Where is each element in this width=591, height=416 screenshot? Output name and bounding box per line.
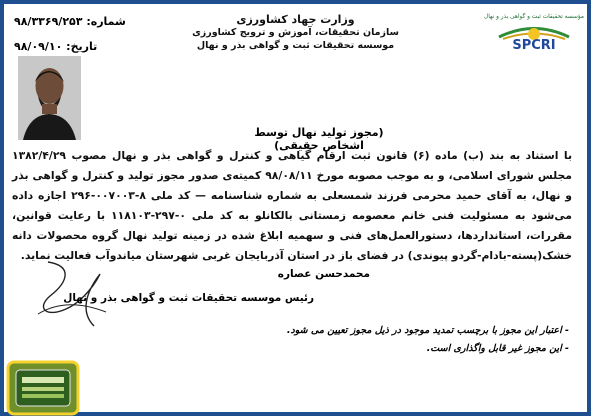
organization-name: سازمان تحقیقات، آموزش و ترویج کشاورزی [192, 27, 399, 38]
letterhead [4, 4, 587, 68]
document-title: (مجوز تولید نهال توسط اشخاص حقیقی) [254, 126, 384, 152]
signer-name: محمدحسن عصاره [277, 268, 370, 280]
applicant-photo [18, 56, 81, 140]
note-non-transferable: - این مجوز غیر قابل واگذاری است. [426, 343, 569, 354]
number-value: ۹۸/۳۳۶۹/۲۵۳ [14, 15, 83, 28]
svg-text:SPCRI: SPCRI [512, 38, 556, 53]
document-number [14, 15, 126, 28]
date-value: ۹۸/۰۹/۱۰ [14, 40, 63, 53]
notes-section [239, 322, 569, 358]
number-label: شماره: [86, 15, 126, 28]
document-date [14, 40, 97, 53]
renewal-stamp [6, 360, 80, 416]
signer-role: رئیس موسسه تحقیقات ثبت و گواهی بذر و نهال [63, 292, 314, 304]
institute-name: موسسه تحقیقات ثبت و گواهی بذر و نهال [196, 40, 395, 51]
svg-text:مؤسسه تحقیقات ثبت و گواهی بذر: مؤسسه تحقیقات ثبت و گواهی بذر و نهال [484, 14, 584, 20]
ministry-name: وزارت جهاد کشاورزی [236, 13, 355, 26]
note-validity: - اعتبار این مجوز با برچسب تمدید موجود در ذیل مجوز تعیین می شود. [286, 325, 569, 336]
date-label: تاریخ: [66, 40, 98, 53]
license-body-text: با استناد به بند (ب) ماده (۶) قانون ثبت ارقام گیاهی و کنترل و گواهی بذر و نهال مصوب ۱۳۸۲/۴/۲۹ مجلس شورای اسلامی، و به موجب مصوبه مورخ ۹۸/۰۸/۱۱ کمیته‌ی صدور مجوز تولید و کنترل و گواهی بذر و نهال، به آقای حمید محرمی فرزند شمسعلی به شماره شناسنامه — کد ملی ۸-۰۰۷۰۰۳-۲۹۶ اجازه داده می‌شود به مسئولیت فنی خانم معصومه زمستانی بالکانلو به کد ملی ۰-۲۹۷-۱۱۸۱۰۳ با رعایت قوانین، مقررات، استانداردها، دستورالعمل‌های فنی و سهمیه ابلاغ شده در زمینه تولید نهال گروه محصولات دانه خشک(پسته-بادام-گردو پیوندی) در فضای باز در استان آذربایجان غربی شهرستان میاندوآب فعالیت نماید. [12, 149, 572, 262]
